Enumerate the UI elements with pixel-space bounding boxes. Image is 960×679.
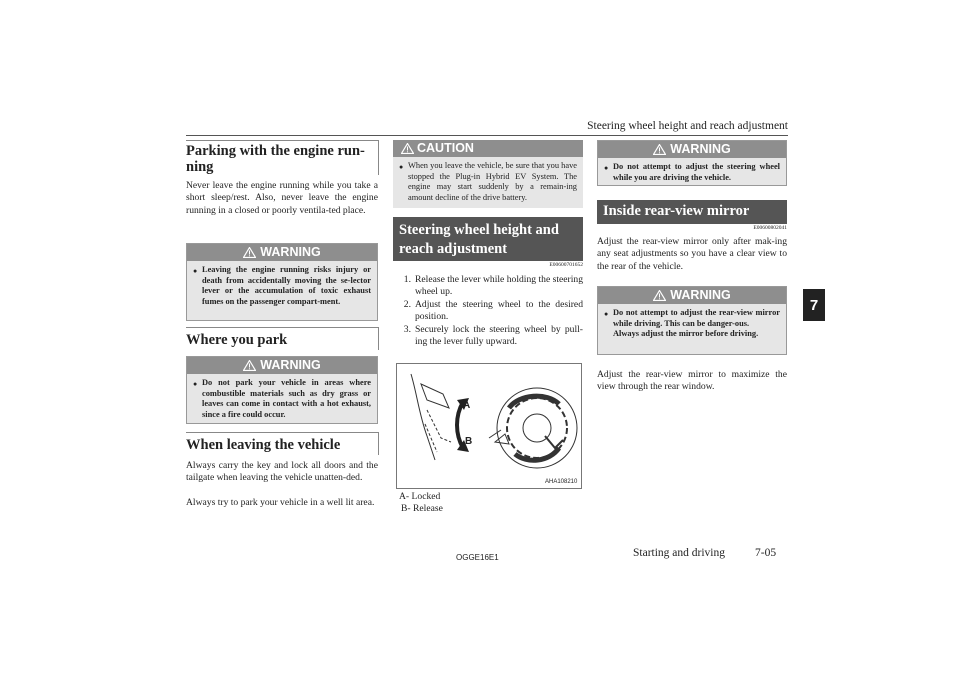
caution-box (393, 140, 583, 208)
warning-triangle-icon (653, 290, 666, 301)
list-item: 1. Release the lever while holding the steering wheel up. (403, 274, 583, 298)
paragraph-mirror-2: Adjust the rear-view mirror to maximize the view through the rear window. (597, 369, 787, 393)
caution-header (393, 140, 583, 157)
section-code: E00600701652 (549, 262, 583, 268)
label-a-text: A (463, 400, 471, 411)
paragraph-parking: Never leave the engine running while you take a short sleep/rest. Also, never leave the engine running in a closed or poorly ventila-ted place. (186, 180, 378, 216)
list-item: 2. Adjust the steering wheel to the desired position. (403, 298, 583, 323)
section-heading-box (186, 432, 379, 455)
warning-text: Do not attempt to adjust the rear-view mirror while driving. This can be danger-ous. (613, 308, 780, 328)
warning-text: Do not attempt to adjust the steering wheel while you are driving the vehicle. (613, 162, 780, 182)
warning-triangle-icon (243, 360, 256, 371)
doc-code: OGGE16E1 (456, 553, 499, 562)
bullet-icon: ● (193, 380, 198, 388)
warning-text: Leaving the engine running risks injury or death from accidentally moving the se-lector lever or the accumulation of toxic exhaust fumes on the passenger compart-ment. (202, 265, 371, 306)
page-number: 7-05 (755, 547, 777, 559)
steering-lever-illustration (397, 364, 581, 488)
warning-box (597, 140, 787, 186)
section-code: E00600802041 (753, 225, 787, 231)
warning-triangle-icon (653, 144, 666, 155)
warning-triangle-icon (401, 143, 414, 154)
heading-leaving-vehicle: When leaving the vehicle (186, 437, 341, 453)
steps-list (393, 274, 583, 348)
warning-header (187, 357, 377, 374)
bullet-icon: ● (604, 164, 609, 172)
warning-triangle-icon (243, 247, 256, 258)
warning-text: Always adjust the mirror before driving. (613, 329, 759, 339)
warning-box (597, 286, 787, 355)
figure-id-text: AHA108210 (545, 479, 578, 485)
caution-label: CAUTION (417, 141, 474, 155)
heading-inside-mirror: Inside rear-view mirror (597, 200, 787, 224)
bullet-icon: ● (604, 310, 609, 318)
warning-label: WARNING (260, 245, 321, 259)
warning-box (186, 243, 378, 321)
figure-legend (399, 491, 579, 516)
heading-parking: Parking with the engine run- ning (186, 143, 365, 175)
steering-figure (396, 363, 582, 489)
chapter-tab: 7 (803, 289, 825, 321)
footer-section: Starting and driving (633, 547, 725, 559)
header-rule (186, 135, 788, 136)
warning-box (186, 356, 378, 424)
section-heading-box (186, 140, 379, 175)
section-heading-box (186, 327, 379, 350)
warning-text: Do not park your vehicle in areas where combustible materials such as dry grass or leaves can come in contact with a hot exhaust, since a fire could occur. (202, 378, 371, 419)
paragraph-mirror-1: Adjust the rear-view mirror only after mak-ing any seat adjustments so you have a clear view to the rear of the vehicle. (597, 236, 787, 272)
bullet-icon: ● (193, 267, 198, 275)
running-head: Steering wheel height and reach adjustment (587, 120, 788, 132)
caution-text: When you leave the vehicle, be sure that you have stopped the Plug-in Hybrid EV System. The engine may start suddenly by a remain-ing amount decline of the drive battery. (408, 161, 577, 202)
warning-label: WARNING (670, 288, 731, 302)
heading-steering-wheel: Steering wheel height and reach adjustment (393, 217, 583, 261)
paragraph-leaving-2: Always try to park your vehicle in a well lit area. (186, 497, 375, 508)
label-b-text: B (465, 436, 473, 447)
heading-where-you-park: Where you park (186, 332, 288, 348)
list-item: 3. Securely lock the steering wheel by pull-ing the lever fully upward. (403, 323, 583, 348)
warning-header (187, 244, 377, 261)
warning-header (598, 141, 786, 158)
paragraph-leaving-1: Always carry the key and lock all doors and the tailgate when leaving the vehicle unatten-ded. (186, 460, 378, 484)
warning-header (598, 287, 786, 304)
legend-item: A- Locked (399, 491, 441, 502)
bullet-icon: ● (399, 163, 404, 171)
warning-label: WARNING (260, 358, 321, 372)
warning-label: WARNING (670, 142, 731, 156)
legend-item: B- Release (401, 503, 443, 515)
